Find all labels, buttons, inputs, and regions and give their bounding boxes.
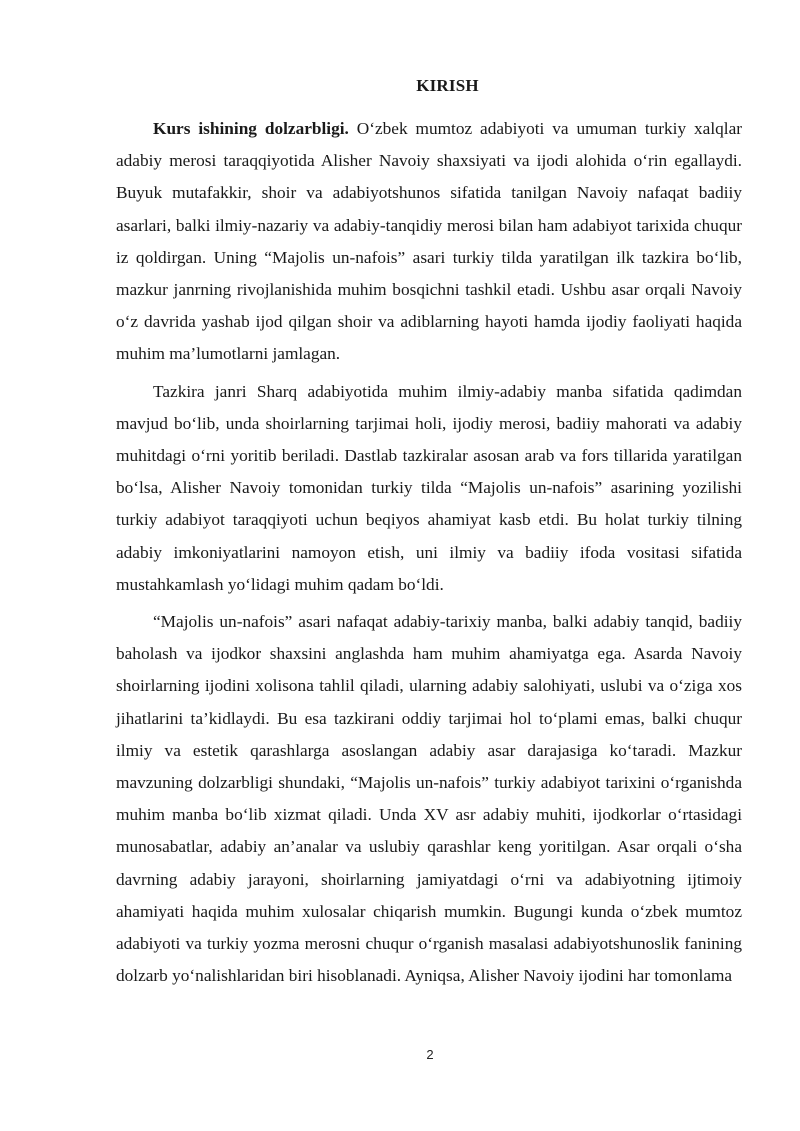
paragraph-lead-heading: Kurs ishining dolzarbligi. <box>153 119 349 138</box>
paragraph-1 <box>116 113 742 371</box>
paragraph-text: O‘zbek mumtoz adabiyoti va umuman turkiy xalqlar adabiy merosi taraqqiyotida Alisher Navoiy shaxsiyati va ijodi alohida o‘rin egallaydi. Buyuk mutafakkir, shoir va adabiyotshunos sifatida tanilgan Navoiy nafaqat badiiy asarlari, balki ilmiy-nazariy va adabiy-tanqidiy merosi bilan ham adabiyot tarixida chuqur iz qoldirgan. Uning “Majolis un-nafois” asari turkiy tilda yaratilgan ilk tazkira bo‘lib, mazkur janrning rivojlanishida muhim bosqichni tashkil etadi. Ushbu asar orqali Navoiy o‘z davrida yashab ijod qilgan shoir va adiblarning hayoti hamda ijodiy faoliyati haqida muhim ma’lumotlarni jamlagan. <box>116 119 742 364</box>
body-text <box>116 113 742 997</box>
page-number: 2 <box>426 1047 434 1062</box>
paragraph-text: Tazkira janri Sharq adabiyotida muhim ilmiy-adabiy manba sifatida qadimdan mavjud bo‘lib, unda shoirlarning tarjimai holi, ijodiy merosi, badiiy mahorati va adabiy muhitdagi o‘rni yoritib beriladi. Dastlab tazkiralar asosan arab va fors tillarida yaratilgan bo‘lsa, Alisher Navoiy tomonidan turkiy tilda “Majolis un-nafois” asarining yozilishi turkiy adabiyot taraqqiyoti uchun beqiyos ahamiyat kasb etdi. Bu holat turkiy tilning adabiy imkoniyatlarini namoyon etish, uni ilmiy va badiiy ifoda vositasi sifatida mustahkamlash yo‘lidagi muhim qadam bo‘ldi. <box>116 381 742 594</box>
paragraph-text: “Majolis un-nafois” asari nafaqat adabiy-tarixiy manba, balki adabiy tanqid, badiiy baholash va ijodkor shaxsini anglashda ham muhim ahamiyatga ega. Asarda Navoiy shoirlarning ijodini xolisona tahlil qiladi, ularning adabiy salohiyati, uslubi va o‘ziga xos jihatlarini ta’kidlaydi. Bu esa tazkirani oddiy tarjimai hol to‘plami emas, balki chuqur ilmiy va estetik qarashlarga asoslangan adabiy asar darajasiga ko‘taradi. Mazkur mavzuning dolzarbligi shundaki, “Majolis un-nafois” turkiy adabiyot tarixini o‘rganishda muhim manba bo‘lib xizmat qiladi. Unda XV asr adabiy muhiti, ijodkorlar o‘rtasidagi munosabatlar, adabiy an’analar va uslubiy qarashlar keng yoritilgan. Asar orqali o‘sha davrning adabiy jarayoni, shoirlarning jamiyatdagi o‘rni va adabiyotning ijtimoiy ahamiyati haqida muhim xulosalar chiqarish mumkin. Bugungi kunda o‘zbek mumtoz adabiyoti va turkiy yozma merosni chuqur o‘rganish masalasi adabiyotshunoslik fanining dolzarb yo‘nalishlaridan biri hisoblanadi. Ayniqsa, Alisher Navoiy ijodini har tomonlama <box>116 612 742 986</box>
paragraph-2 <box>116 376 742 601</box>
paragraph-3 <box>116 606 742 992</box>
section-title: KIRISH <box>416 76 479 95</box>
